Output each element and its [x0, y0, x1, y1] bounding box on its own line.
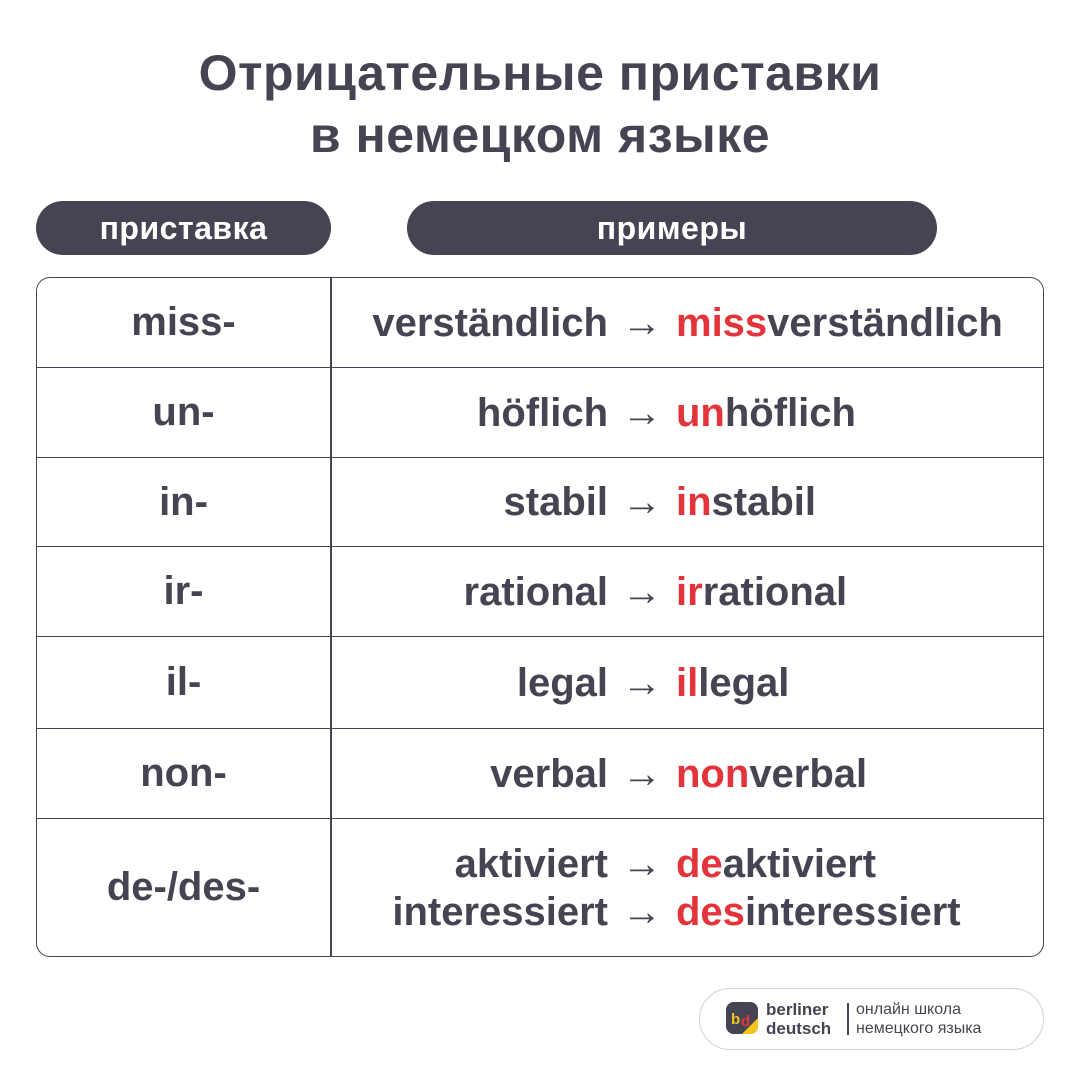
- prefix-cell: de-/des-: [106, 864, 261, 909]
- example-base-text: verbal: [490, 751, 608, 796]
- arrow-icon: →: [622, 569, 662, 614]
- example-result-word: [676, 478, 816, 526]
- examples-cell: [332, 458, 1043, 546]
- example-line: [332, 568, 1043, 616]
- example-base-word: [332, 750, 608, 798]
- svg-text:d: d: [741, 1013, 751, 1030]
- prefix-cell: il-: [165, 660, 202, 704]
- brand-line-1: berliner: [766, 1000, 829, 1019]
- example-base-text: interessiert: [392, 890, 608, 934]
- example-base-word: [332, 478, 608, 526]
- page-title: [0, 42, 1080, 166]
- example-base-word: [332, 840, 608, 888]
- examples-cell: [332, 368, 1043, 457]
- arrow-icon: →: [622, 660, 662, 705]
- negative-prefix-highlight: miss: [676, 300, 768, 345]
- example-result-rest: interessiert: [744, 890, 961, 934]
- example-base-word: [332, 568, 608, 616]
- example-base-word: [332, 299, 608, 347]
- arrow-icon: →: [622, 842, 662, 886]
- example-result-word: [676, 750, 867, 798]
- table-row: [37, 368, 1043, 458]
- example-result-word: [676, 888, 961, 936]
- example-result-word: [676, 568, 847, 616]
- example-base-text: stabil: [503, 480, 608, 524]
- bd-logo-icon: [726, 1002, 758, 1034]
- negative-prefix-highlight: in: [676, 480, 712, 524]
- arrow-icon: →: [622, 751, 662, 796]
- example-line: [332, 659, 1043, 707]
- table-row: [37, 637, 1043, 729]
- tagline-line-2: немецкого языка: [856, 1020, 982, 1037]
- example-base-word: [332, 659, 608, 707]
- example-line: [332, 888, 1043, 936]
- arrow-icon: →: [622, 480, 662, 524]
- brand-separator: [847, 1003, 849, 1035]
- example-base-word: [332, 888, 608, 936]
- example-result-rest: höflich: [724, 390, 856, 435]
- example-line: [332, 299, 1043, 347]
- example-result-word: [676, 299, 1003, 347]
- arrow-icon: →: [622, 390, 662, 435]
- prefix-cell: un-: [152, 390, 215, 434]
- example-result-word: [676, 659, 789, 707]
- prefix-cell: miss-: [131, 300, 236, 344]
- example-result-rest: rational: [702, 569, 848, 614]
- arrow-icon: →: [622, 890, 662, 934]
- prefix-table: [36, 277, 1044, 957]
- example-base-text: rational: [463, 569, 608, 614]
- example-base-word: [332, 389, 608, 437]
- example-base-text: verständlich: [372, 300, 608, 345]
- brand-tagline: [856, 1000, 981, 1038]
- example-result-rest: legal: [698, 660, 790, 705]
- example-base-text: aktiviert: [454, 842, 608, 886]
- examples-cell: [332, 819, 1043, 955]
- example-base-text: höflich: [476, 390, 608, 435]
- header-examples: примеры: [407, 201, 937, 255]
- examples-cell: [332, 637, 1043, 728]
- negative-prefix-highlight: un: [676, 390, 725, 435]
- examples-cell: [332, 278, 1043, 367]
- title-line-2: в немецком языке: [309, 107, 771, 163]
- negative-prefix-highlight: il: [676, 660, 699, 705]
- negative-prefix-highlight: des: [676, 890, 745, 934]
- table-row: [37, 729, 1043, 819]
- example-result-word: [676, 389, 856, 437]
- title-line-1: Отрицательные приставки: [198, 45, 882, 101]
- header-prefix: приставка: [36, 201, 331, 255]
- table-row: [37, 458, 1043, 547]
- example-line: [332, 389, 1043, 437]
- example-line: [332, 840, 1043, 888]
- example-line: [332, 750, 1043, 798]
- prefix-cell: non-: [140, 751, 227, 795]
- brand-name: [766, 1000, 831, 1038]
- table-row: [37, 547, 1043, 637]
- examples-cell: [332, 547, 1043, 636]
- negative-prefix-highlight: ir: [676, 569, 703, 614]
- negative-prefix-highlight: de: [676, 842, 723, 886]
- example-line: [332, 478, 1043, 526]
- svg-text:b: b: [731, 1011, 741, 1028]
- table-row: [37, 819, 1043, 955]
- example-result-word: [676, 840, 876, 888]
- negative-prefix-highlight: non: [676, 751, 750, 796]
- example-result-rest: verständlich: [767, 300, 1003, 345]
- brand-line-2: deutsch: [766, 1019, 832, 1038]
- arrow-icon: →: [622, 300, 662, 345]
- tagline-line-1: онлайн школа: [856, 1001, 961, 1018]
- brand-badge: [699, 988, 1044, 1050]
- prefix-cell: ir-: [163, 569, 204, 613]
- example-result-rest: stabil: [711, 480, 817, 524]
- table-row: [37, 278, 1043, 368]
- examples-cell: [332, 729, 1043, 818]
- prefix-cell: in-: [159, 479, 208, 524]
- example-base-text: legal: [516, 660, 608, 705]
- example-result-rest: aktiviert: [722, 842, 877, 886]
- example-result-rest: verbal: [749, 751, 868, 796]
